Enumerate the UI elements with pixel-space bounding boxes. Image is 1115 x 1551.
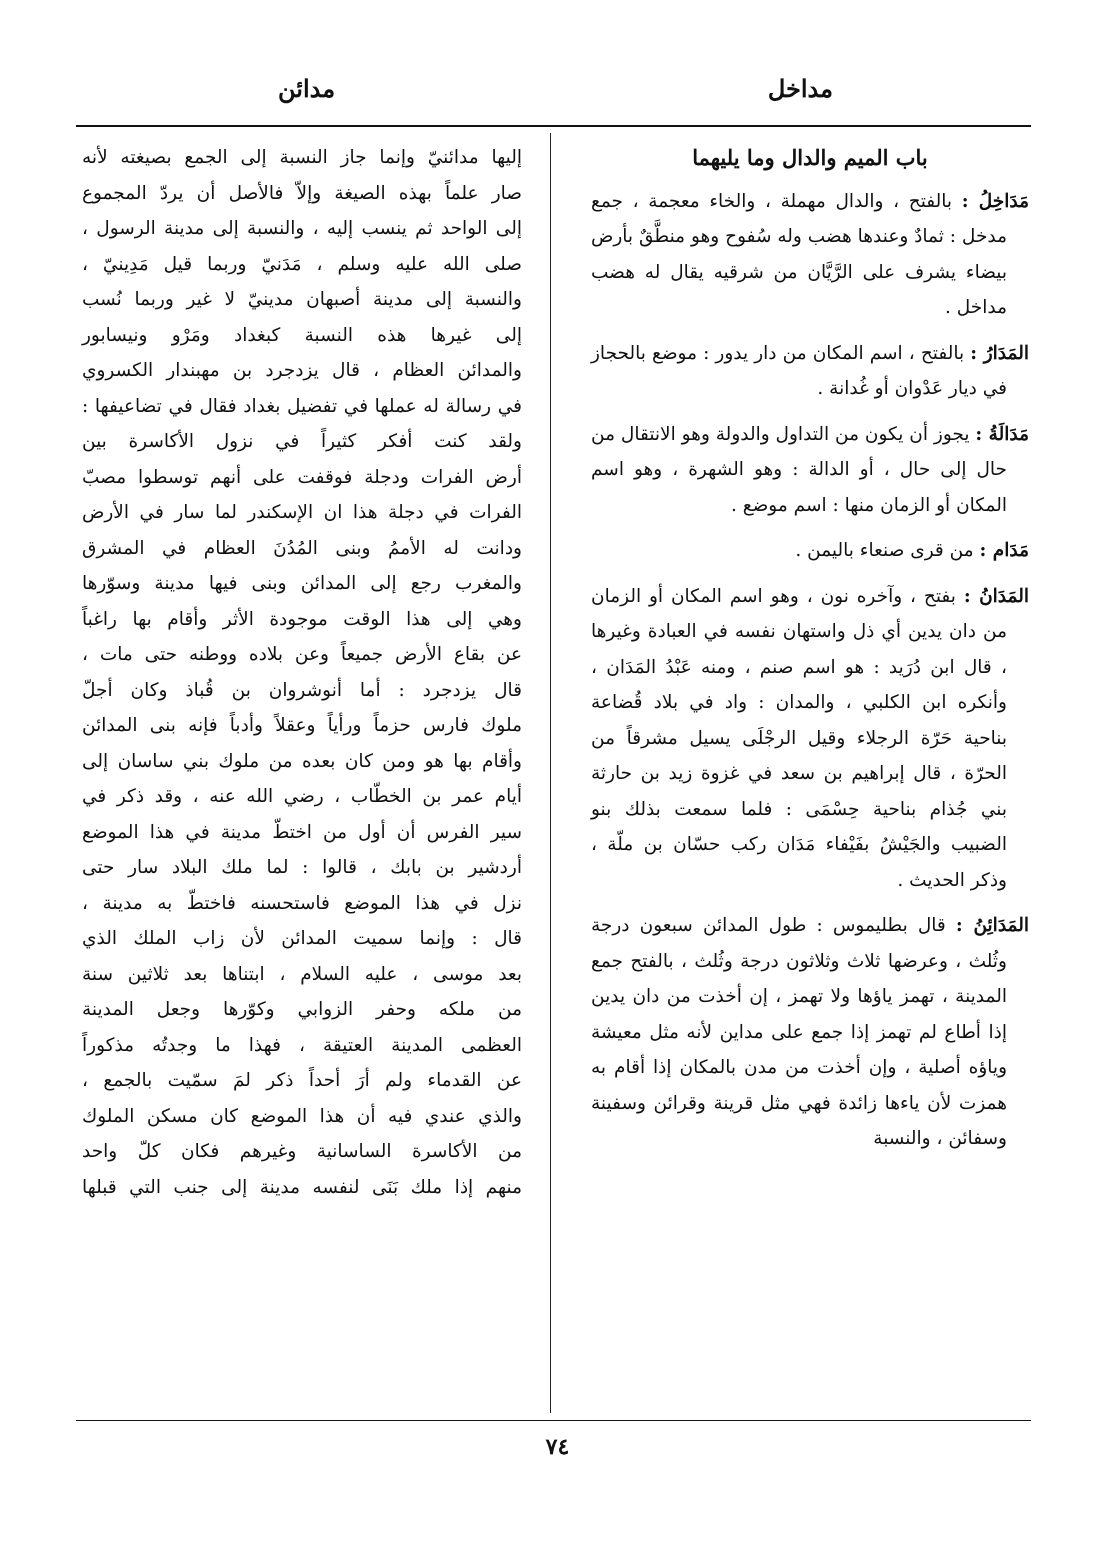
entry-text: بالفتح ، اسم المكان من دار يدور : موضع بالحجاز في ديار عَدْوان أو غُدانة . bbox=[591, 342, 1007, 399]
text-line: إليها مدائنيّ وإنما جاز النسبة إلى الجمع بصيغته لأنه bbox=[82, 147, 522, 168]
text-line: منهم إذا ملك بَنَى لنفسه مدينة إلى جنب التي قبلها bbox=[82, 1176, 522, 1198]
left-column bbox=[82, 140, 522, 1205]
text-line: أرض الفرات ودجلة فوقفت على أنهم توسطوا مصبّ bbox=[82, 466, 522, 488]
dictionary-entry bbox=[591, 184, 1029, 326]
text-line: نزل في هذا الموضع فاستحسنه فاختطّ به مدينة ، bbox=[82, 892, 522, 914]
text-line: العظمى المدينة العتيقة ، فهذا ما وجدتُه مذكوراً bbox=[82, 1034, 522, 1056]
text-line: أردشير بن بابك ، قالوا : لما ملك البلاد سار حتى bbox=[82, 857, 522, 878]
text-line: والذي عندي فيه أن هذا الموضع كان مسكن الملوك bbox=[82, 1105, 522, 1127]
dictionary-entry bbox=[591, 579, 1029, 899]
text-line: من ملكه وحفر الزوابي وكوّرها وجعل المدينة bbox=[82, 999, 522, 1020]
text-line: سير الفرس أن أول من اختطّ مدينة في هذا الموضع bbox=[82, 821, 522, 843]
entry-text: يجوز أن يكون من التداول والدولة وهو الانتقال من حال إلى حال ، أو الدالة : وهو الشهرة ، وهو اسم المكان أو الزمان منها : اسم موضع . bbox=[591, 423, 1007, 516]
text-line: عن بقاع الأرض جميعاً وعن بلاده ووطنه حتى مات ، bbox=[82, 644, 522, 665]
text-line: وهي إلى هذا الوقت موجودة الأثر وأقام بها راغباً bbox=[82, 608, 522, 630]
top-rule bbox=[76, 125, 1031, 127]
dictionary-entry bbox=[591, 908, 1029, 1157]
entry-text: قال بطليموس : طول المدائن سبعون درجة وثُلث ، وعرضها ثلاث وثلاثون درجة وثُلث ، بالفتح جمع المدينة ، تهمز ياؤها ولا تهمز ، إن أخذت من دان يدين إذا أطاع لم تهمز إذا جمع على مداين لأنه مثل معيشة وياؤه أصلية ، وإن أخذت من مدن بالمكان إذا أقام به همزت لأن ياءها زائدة فهي مثل قرينة وقرائن وسفينة وسفائن ، والنسبة bbox=[591, 915, 1007, 1149]
text-line: ملوك فارس حزماً ورأياً وعقلاً وأدباً فإنه بنى المدائن bbox=[82, 715, 522, 736]
right-column bbox=[591, 140, 1029, 1167]
header-right-title: مداخل bbox=[767, 74, 833, 103]
text-line: والمدائن العظام ، قال يزدجرد بن مهبندار الكسروي bbox=[82, 360, 522, 381]
text-line: في رسالة له عملها في تفضيل بغداد فقال في تضاعيفها : bbox=[82, 395, 522, 417]
entry-headword: المَدَائِنُ : bbox=[955, 915, 1029, 936]
section-title: باب الميم والدال وما يليهما bbox=[692, 145, 928, 170]
entry-text: من قرى صنعاء باليمن . bbox=[795, 540, 974, 561]
text-line: وأقام بها هو ومن كان بعده من ملوك بني ساسان إلى bbox=[82, 750, 522, 772]
text-line: من الأكاسرة الساسانية وغيرهم فكان كلّ واحد bbox=[82, 1141, 522, 1162]
entries-list bbox=[591, 184, 1029, 1157]
entry-headword: مَدَام : bbox=[979, 540, 1029, 561]
text-line: صلى الله عليه وسلم ، مَدَنيّ وربما قيل مَدِينيّ ، bbox=[82, 253, 522, 275]
text-line: قال : وإنما سميت المدائن لأن زاب الملك الذي bbox=[82, 928, 522, 949]
dictionary-entry bbox=[591, 533, 1029, 569]
text-line: والنسبة إلى مدينة أصبهان مدينيّ لا غير وربما نُسب bbox=[82, 289, 522, 310]
header-left-title: مدائن bbox=[278, 74, 336, 103]
text-line: إلى غيرها هذه النسبة كبغداد ومَرْو ونيسابور bbox=[82, 324, 522, 346]
dictionary-entry bbox=[591, 417, 1029, 524]
bottom-rule bbox=[76, 1420, 1031, 1421]
text-line: أيام عمر بن الخطّاب ، رضي الله عنه ، وقد ذكر في bbox=[82, 786, 522, 807]
page-number: ٧٤ bbox=[545, 1434, 570, 1460]
text-line: والمغرب رجع إلى المدائن وبنى فيها مدينة وسوّرها bbox=[82, 573, 522, 594]
text-line: قال يزدجرد : أما أنوشروان بن قُباذ وكان أجلّ bbox=[82, 679, 522, 701]
entry-headword: المَدَانُ : bbox=[963, 585, 1029, 607]
entry-headword: مَدَاخِلُ : bbox=[961, 190, 1029, 212]
text-line: الفرات في دجلة هذا ان الإسكندر لما سار في الأرض bbox=[82, 502, 522, 523]
text-line: ودانت له الأممُ وبنى المُدُنَ العظام في المشرق bbox=[82, 537, 522, 559]
entry-headword: المَدَارُ : bbox=[970, 342, 1029, 364]
text-line: بعد موسى ، عليه السلام ، ابتناها بعد ثلاثين سنة bbox=[82, 963, 522, 985]
text-line: صار علماً بهذه الصيغة وإلاّ فالأصل أن يردّ المجموع bbox=[82, 182, 522, 204]
text-line: ولقد كنت أفكر كثيراً في نزول الأكاسرة بين bbox=[82, 431, 522, 452]
column-divider bbox=[550, 133, 551, 1413]
dictionary-entry bbox=[591, 336, 1029, 407]
entry-headword: مَدَالَةُ : bbox=[975, 423, 1029, 445]
text-line: عن القدماء ولم أرَ أحداً ذكر لمَ سمّيت بالجمع ، bbox=[82, 1070, 522, 1091]
entry-text: بالفتح ، والدال مهملة ، والخاء معجمة ، جمع مدخل : ثمادٌ وعندها هضب وله سُفوح وهو منطَّقٌ بأرض بيضاء يشرف على الرَّيَّان من شرقيه يقال له هضب مداخل . bbox=[591, 190, 1007, 318]
text-line: إلى الواحد ثم ينسب إليه ، والنسبة إلى مدينة الرسول ، bbox=[82, 218, 522, 239]
entry-text: بفتح ، وآخره نون ، وهو اسم المكان أو الزمان من دان يدين أي ذل واستهان نفسه في العبادة وغيرها ، قال ابن دُرَيد : هو اسم صنم ، ومنه عَبْدُ المَدَان ، وأنكره ابن الكلبي ، والمدان : واد في بلاد قُضاعة بناحية حَرّة الرجلاء وقيل الرجْلَى يسيل مشرقاً من الحرّة ، قال إبراهيم بن سعد في غزوة زيد بن حارثة بني جُذام بناحية حِسْمَى : فلما سمعت بذلك بنو الضبيب والجَيْشُ بفَيْفاء مَدَان ركب حسّان بن ملّة ، وذكر الحديث . bbox=[591, 585, 1007, 891]
